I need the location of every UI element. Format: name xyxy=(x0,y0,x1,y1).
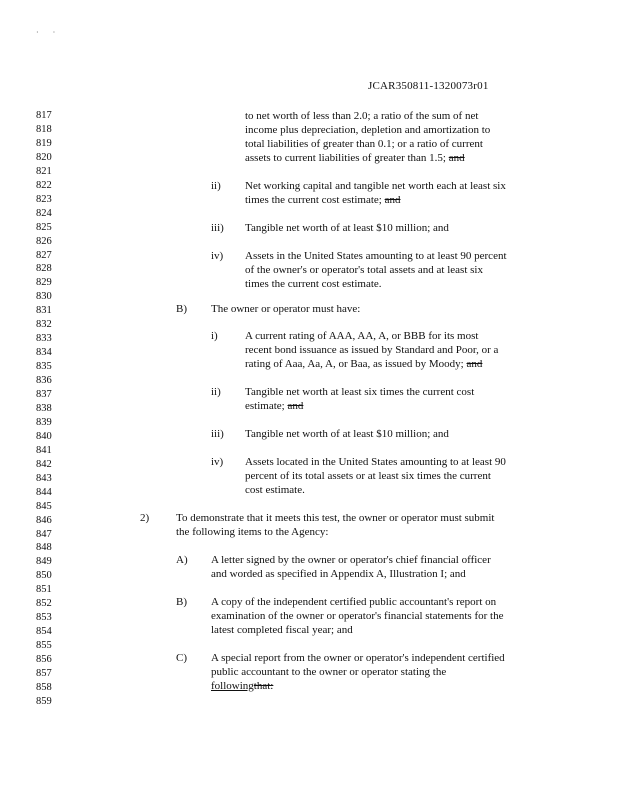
line-number: 840 xyxy=(36,430,52,442)
item-label: i) xyxy=(211,330,218,342)
line-number: 820 xyxy=(36,151,52,163)
text-line: The owner or operator must have: xyxy=(211,303,361,315)
struck-text: and xyxy=(466,358,483,370)
line-number: 839 xyxy=(36,416,52,428)
text-line: to net worth of less than 2.0; a ratio of the sum of net xyxy=(245,110,479,122)
line-number: 844 xyxy=(36,486,52,498)
item-label: iii) xyxy=(211,428,224,440)
underlined-text: following xyxy=(211,680,254,692)
text-line: examination of the owner or operator's financial statements for the xyxy=(211,610,504,622)
text-line: A current rating of AAA, AA, A, or BBB for its most xyxy=(245,330,479,342)
line-number: 858 xyxy=(36,681,52,693)
corner-mark: · · xyxy=(36,28,62,37)
text-line: latest completed fiscal year; and xyxy=(211,624,353,636)
line-number: 824 xyxy=(36,207,52,219)
item-label: iv) xyxy=(211,456,224,468)
line-number: 835 xyxy=(36,361,52,373)
line-number: 855 xyxy=(36,640,52,652)
text-line: Tangible net worth of at least $10 million; and xyxy=(245,428,449,440)
text-line: A special report from the owner or operator's independent certified xyxy=(211,652,505,664)
line-number: 833 xyxy=(36,333,52,345)
text-line: times the current cost estimate. xyxy=(245,278,382,290)
text-line: public accountant to the owner or operator stating the xyxy=(211,666,447,678)
item-label: B) xyxy=(176,596,187,608)
line-number: 846 xyxy=(36,514,52,526)
line-number: 834 xyxy=(36,347,52,359)
struck-text: and xyxy=(287,400,304,412)
text-line: rating of Aaa, Aa, A, or Baa, as issued by Moody; and xyxy=(245,358,483,370)
line-number: 819 xyxy=(36,137,52,149)
line-number: 827 xyxy=(36,249,52,261)
item-label: ii) xyxy=(211,386,221,398)
line-number: 830 xyxy=(36,291,52,303)
text-line: times the current cost estimate; and xyxy=(245,194,401,206)
item-label: B) xyxy=(176,303,187,315)
line-number: 856 xyxy=(36,654,52,666)
line-number: 828 xyxy=(36,263,52,275)
line-number: 825 xyxy=(36,221,52,233)
line-number: 826 xyxy=(36,235,52,247)
struck-text: that: xyxy=(253,680,274,692)
text-line: Assets in the United States amounting to at least 90 percent xyxy=(245,250,507,262)
line-number: 853 xyxy=(36,612,52,624)
text-line: A letter signed by the owner or operator's chief financial officer xyxy=(211,554,491,566)
text-line: income plus depreciation, depletion and amortization to xyxy=(245,124,491,136)
line-number: 823 xyxy=(36,193,52,205)
document-header: JCAR350811-1320073r01 xyxy=(368,80,489,92)
line-number: 848 xyxy=(36,542,52,554)
line-number: 838 xyxy=(36,402,52,414)
text-line: Assets located in the United States amounting to at least 90 xyxy=(245,456,506,468)
struck-text: and xyxy=(448,152,465,164)
line-number: 843 xyxy=(36,472,52,484)
line-number: 847 xyxy=(36,528,52,540)
text-line: assets to current liabilities of greater than 1.5; and xyxy=(245,152,465,164)
line-number: 851 xyxy=(36,584,52,596)
line-number: 817 xyxy=(36,110,52,121)
line-number: 836 xyxy=(36,375,52,387)
text-line: cost estimate. xyxy=(245,484,305,496)
line-number: 829 xyxy=(36,277,52,289)
item-label: iii) xyxy=(211,222,224,234)
text-line: the following items to the Agency: xyxy=(176,526,329,538)
line-number: 837 xyxy=(36,389,52,400)
text-line: recent bond issuance as issued by Standard and Poor, or a xyxy=(245,344,499,356)
text-line: A copy of the independent certified public accountant's report on xyxy=(211,596,497,608)
item-label: ii) xyxy=(211,180,221,192)
line-number: 854 xyxy=(36,626,52,638)
text-line: To demonstrate that it meets this test, the owner or operator must submit xyxy=(176,512,495,524)
line-number: 852 xyxy=(36,598,52,610)
text-line: of the owner's or operator's total assets and at least six xyxy=(245,264,483,276)
line-number: 857 xyxy=(36,668,52,679)
line-number: 832 xyxy=(36,319,52,331)
line-number: 849 xyxy=(36,556,52,568)
item-label: C) xyxy=(176,652,187,664)
text-line: percent of its total assets or at least six times the current xyxy=(245,470,491,482)
line-number: 822 xyxy=(36,179,52,191)
line-number: 859 xyxy=(36,695,52,707)
item-label: A) xyxy=(176,554,188,566)
text-line: Net working capital and tangible net worth each at least six xyxy=(245,180,506,192)
text-line: Tangible net worth of at least $10 million; and xyxy=(245,222,449,234)
line-number: 845 xyxy=(36,500,52,512)
item-label: 2) xyxy=(140,512,150,524)
text-line: and worded as specified in Appendix A, Illustration I; and xyxy=(211,568,466,580)
line-number: 842 xyxy=(36,458,52,470)
item-label: iv) xyxy=(211,250,224,262)
line-number: 850 xyxy=(36,570,52,582)
line-number: 841 xyxy=(36,444,52,456)
text-line xyxy=(211,680,273,692)
line-number: 821 xyxy=(36,165,52,177)
struck-text: and xyxy=(384,194,401,206)
line-number: 818 xyxy=(36,123,52,135)
text-line: estimate; and xyxy=(245,400,304,412)
line-number: 831 xyxy=(36,305,52,317)
text-line: Tangible net worth at least six times the current cost xyxy=(245,386,475,398)
text-line: total liabilities of greater than 0.1; or a ratio of current xyxy=(245,138,483,150)
